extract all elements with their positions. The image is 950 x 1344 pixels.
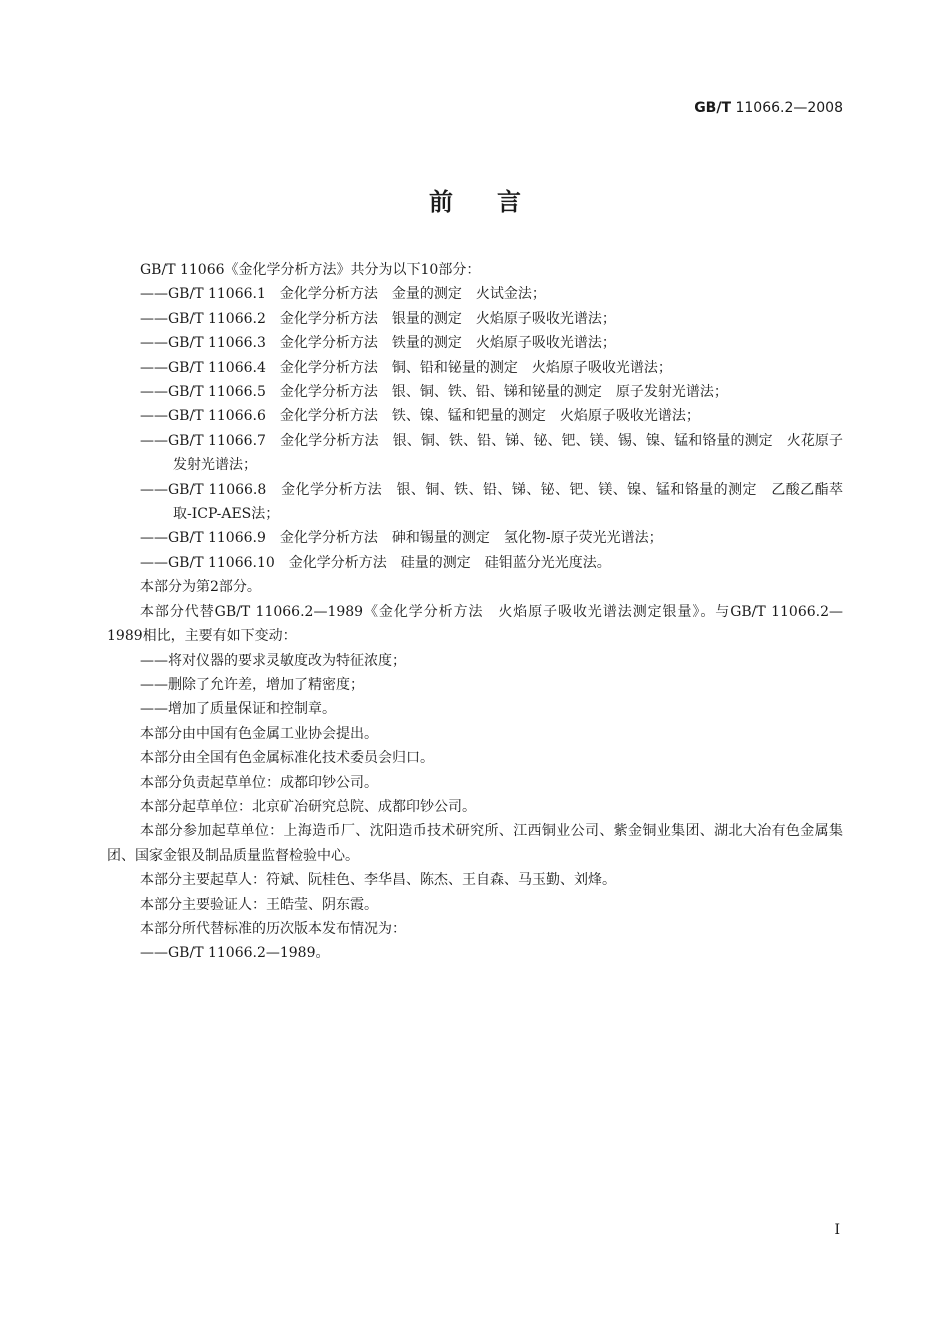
list-item (107, 429, 843, 478)
document-body (107, 258, 843, 966)
standard-title: 金化学分析方法 铜、铅和铋量的测定 火焰原子吸收光谱法； (279, 359, 672, 376)
standard-title: 金化学分析方法 银量的测定 火焰原子吸收光谱法； (279, 310, 616, 327)
standard-title: 金化学分析方法 铁、镍、锰和钯量的测定 火焰原子吸收光谱法； (279, 408, 700, 425)
main-drafters-paragraph: 本部分主要起草人：符斌、阮桂色、李华昌、陈杰、王自森、马玉勤、刘烽。 (140, 872, 616, 889)
standard-prefix: GB/T (694, 100, 732, 116)
changes-list (107, 649, 843, 722)
list-item (107, 404, 843, 428)
standard-ref: ——GB/T 11066.6 (140, 408, 266, 425)
standard-ref: ——GB/T 11066.10 (140, 554, 275, 571)
history-item: ——GB/T 11066.2—1989。 (140, 945, 330, 962)
standard-ref: ——GB/T 11066.4 (140, 359, 266, 376)
list-item (107, 526, 843, 550)
list-item (107, 307, 843, 331)
centralized-paragraph: 本部分由全国有色金属标准化技术委员会归口。 (140, 750, 434, 767)
standard-title: 金化学分析方法 银、铜、铁、铅、锑、铋、钯、镁、锡、镍、锰和铬量的测定 火花原子发射光谱法； (173, 432, 844, 474)
participating-units-paragraph: 本部分参加起草单位：上海造币厂、沈阳造币技术研究所、江西铜业公司、紫金铜业集团、湖北大冶有色金属集团、国家金银及制品质量监督检验中心。 (107, 823, 843, 864)
standard-ref: ——GB/T 11066.5 (140, 384, 266, 401)
parts-list (107, 282, 843, 575)
list-item (107, 380, 843, 404)
standard-ref: ——GB/T 11066.3 (140, 335, 266, 352)
page-number: I (834, 1222, 840, 1238)
list-item (107, 551, 843, 575)
list-item (107, 331, 843, 355)
standard-title: 金化学分析方法 银、铜、铁、铅、锑和铋量的测定 原子发射光谱法； (279, 384, 728, 401)
proposer-paragraph: 本部分由中国有色金属工业协会提出。 (140, 725, 378, 742)
list-item: ——增加了质量保证和控制章。 (140, 701, 336, 718)
intro-paragraph: GB/T 11066《金化学分析方法》共分为以下10部分： (140, 262, 481, 278)
part-statement: 本部分为第2部分。 (140, 579, 261, 596)
standard-title: 金化学分析方法 铁量的测定 火焰原子吸收光谱法； (279, 335, 616, 352)
standard-title: 金化学分析方法 金量的测定 火试金法； (279, 286, 546, 303)
standard-ref: ——GB/T 11066.1 (140, 286, 266, 303)
list-item (107, 478, 843, 527)
list-item: ——将对仪器的要求灵敏度改为特征浓度； (140, 652, 406, 669)
list-item (107, 356, 843, 380)
responsible-drafter-paragraph: 本部分负责起草单位：成都印钞公司。 (140, 774, 378, 791)
standard-ref: ——GB/T 11066.2 (140, 310, 266, 327)
standard-ref: ——GB/T 11066.9 (140, 530, 266, 547)
standard-ref: ——GB/T 11066.7 (140, 432, 266, 449)
replacement-paragraph: 本部分代替GB/T 11066.2—1989《金化学分析方法 火焰原子吸收光谱法测定银量》。与GB/T 11066.2—1989相比，主要有如下变动： (107, 603, 843, 645)
standard-code (694, 100, 843, 116)
drafting-units-paragraph: 本部分起草单位：北京矿冶研究总院、成都印钞公司。 (140, 798, 476, 815)
history-intro-paragraph: 本部分所代替标准的历次版本发布情况为： (140, 920, 406, 937)
main-verifiers-paragraph: 本部分主要验证人：王皓莹、阴东霞。 (140, 896, 378, 913)
standard-title: 金化学分析方法 银、铜、铁、铅、锑、铋、钯、镁、镍、锰和铬量的测定 乙酸乙酯萃取-ICP-AES法； (173, 481, 844, 523)
page-title: 前言 (429, 188, 565, 216)
standard-ref: ——GB/T 11066.8 (140, 481, 267, 498)
standard-title: 金化学分析方法 硅量的测定 硅钼蓝分光光度法。 (288, 554, 611, 571)
standard-title: 金化学分析方法 砷和锡量的测定 氢化物-原子荧光光谱法； (279, 530, 663, 547)
standard-number: 11066.2—2008 (735, 100, 843, 116)
list-item: ——删除了允许差，增加了精密度； (140, 676, 364, 693)
list-item (107, 282, 843, 306)
